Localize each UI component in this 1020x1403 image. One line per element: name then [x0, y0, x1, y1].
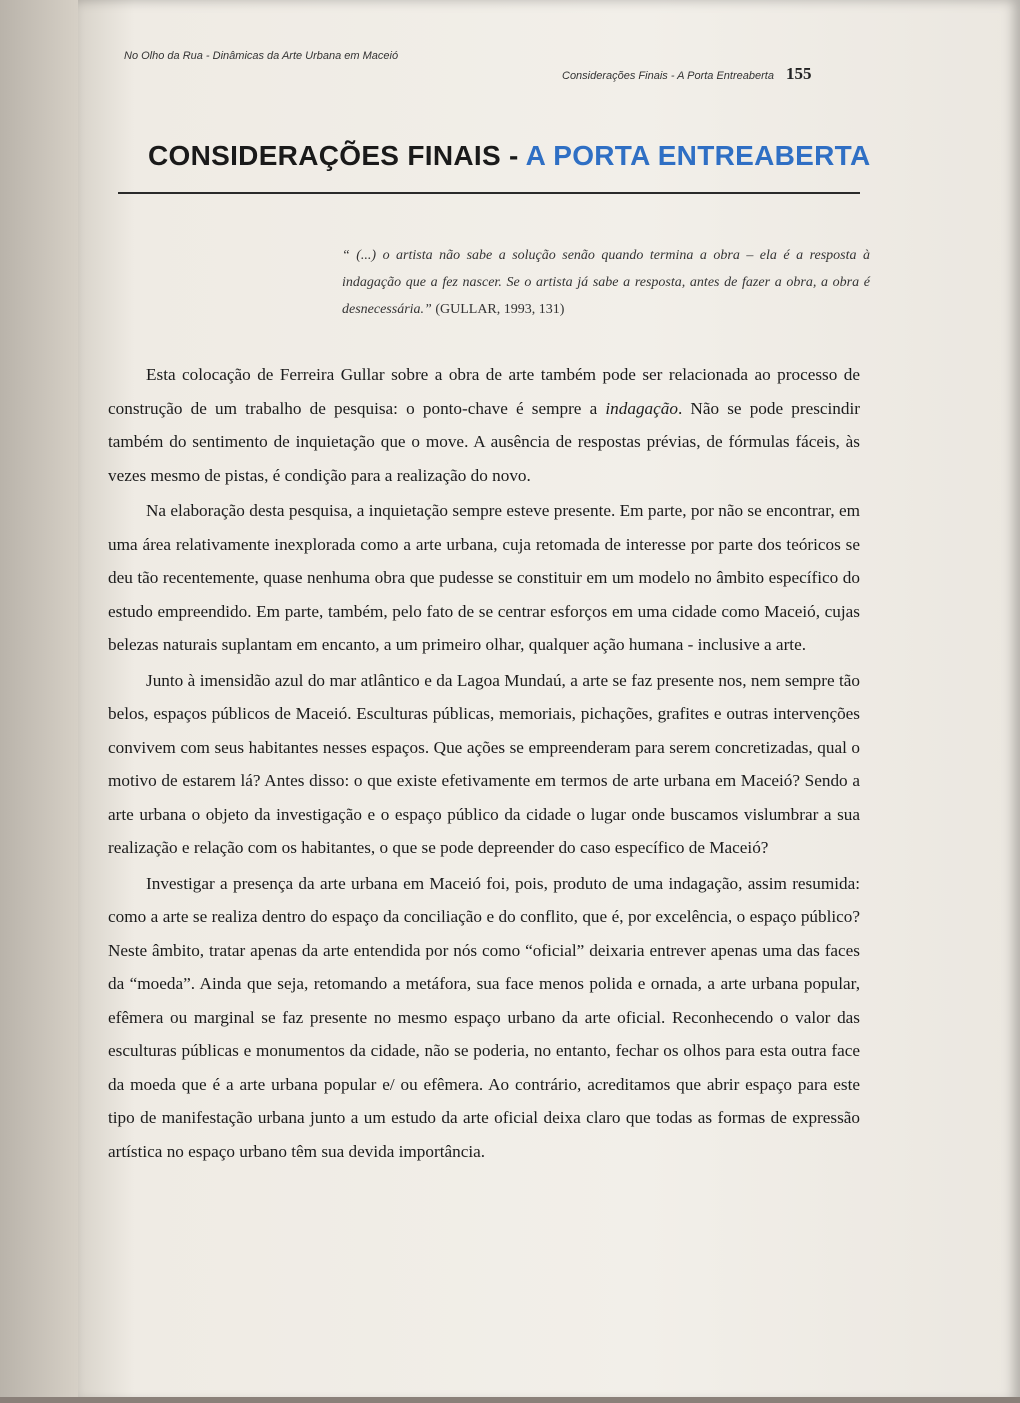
paragraph-4: Investigar a presença da arte urbana em Maceió foi, pois, produto de uma indagação, assim resumida: como a arte se realiza dentro do espaço da conciliação e do conflito, que é, por excelência, o espaço público? Neste âmbito, tratar apenas da arte entendida por nós como “oficial” deixaria entrever apenas uma das faces da “moeda”. Ainda que seja, retomando a metáfora, sua face menos polida e ornada, a arte urbana popular, efêmera ou marginal se faz presente no mesmo espaço urbano da arte oficial. Reconhecendo o valor das esculturas públicas e monumentos da cidade, não se poderia, no entanto, fechar os olhos para esta outra face da moeda que é a arte urbana popular e/ ou efêmera. Ao contrário, acreditamos que abrir espaço para este tipo de manifestação urbana junto a um estudo da arte oficial deixa claro que todas as formas de expressão artística no espaço urbano têm sua devida importância.	[108, 873, 860, 1161]
epigraph-quote: “ (...) o artista não sabe a solução senão quando termina a obra – ela é a resposta à indagação que a fez nascer. Se o artista já sabe a resposta, antes de fazer a obra, a obra é desnecessária.”	[342, 248, 870, 317]
paragraph-1-emphasis: indagação	[605, 398, 678, 418]
paragraph-3: Junto à imensidão azul do mar atlântico e da Lagoa Mundaú, a arte se faz presente nos, nem sempre tão belos, espaços públicos de Maceió. Esculturas públicas, memoriais, pichações, grafites e outras intervenções convivem com seus habitantes nesses espaços. Que ações se empreenderam para serem concretizadas, qual o motivo de estarem lá? Antes disso: o que existe efetivamente em termos de arte urbana em Maceió? Sendo a arte urbana o objeto da investigação e o espaço público da cidade o lugar onde buscamos vislumbrar a sua realização e relação com os habitantes, o que se pode depreender do caso específico de Maceió?	[108, 670, 860, 857]
running-header-right	[562, 64, 811, 84]
paragraph-1	[108, 358, 860, 492]
chapter-title	[148, 140, 870, 172]
body-text	[108, 358, 860, 1168]
page-number: 155	[785, 64, 812, 83]
title-underline	[118, 192, 860, 194]
running-header-section: Considerações Finais - A Porta Entreaberta	[562, 70, 774, 82]
epigraph	[342, 242, 870, 323]
paragraph-2: Na elaboração desta pesquisa, a inquietação sempre esteve presente. Em parte, por não se encontrar, em uma área relativamente inexplorada como a arte urbana, cuja retomada de interesse por parte dos teóricos se deu tão recentemente, quase nenhuma obra que pudesse se constituir em um modelo no âmbito específico do estudo empreendido. Em parte, também, pelo fato de se centrar esforços em uma cidade como Maceió, cujas belezas naturais suplantam em encanto, a um primeiro olhar, qualquer ação humana - inclusive a arte.	[108, 501, 860, 654]
chapter-title-main: CONSIDERAÇÕES FINAIS -	[148, 140, 526, 171]
paragraph-1-text-a: Esta colocação de Ferreira Gullar sobre a obra de arte também pode ser relacionada ao processo de construção de um trabalho de pesquisa: o ponto-chave é sempre a	[108, 365, 860, 418]
chapter-title-highlight: A PORTA ENTREABERTA	[525, 140, 871, 171]
page-bottom-edge	[0, 1397, 1020, 1403]
paragraph-1-text-b: . Não se pode prescindir também do sentimento de inquietação que o move. A ausência de respostas prévias, de fórmulas fáceis, às vezes mesmo de pistas, é condição para a realização do novo.	[108, 398, 860, 485]
epigraph-citation: (GULLAR, 1993, 131)	[435, 302, 565, 317]
book-gutter	[0, 0, 78, 1403]
running-header-left: No Olho da Rua - Dinâmicas da Arte Urbana em Maceió	[124, 50, 399, 62]
